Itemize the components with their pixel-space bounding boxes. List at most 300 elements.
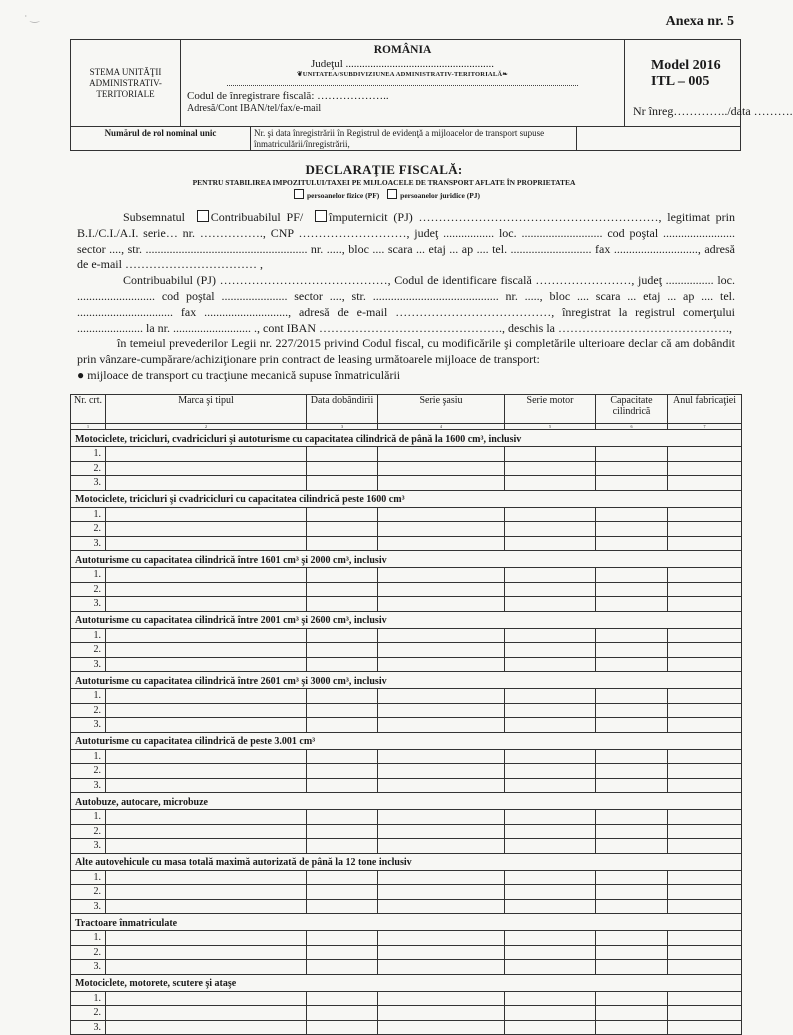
table-cell-input[interactable] [307, 885, 378, 900]
table-cell-input[interactable] [106, 885, 307, 900]
section-title: Motociclete, tricicluri, cvadricicluri şi autoturisme cu capacitatea cilindrică de până la 1600 cm³, inclusiv [71, 430, 742, 447]
table-cell-input[interactable] [106, 447, 307, 462]
table-cell-input[interactable] [505, 824, 596, 839]
table-cell-input[interactable] [596, 749, 668, 764]
ornament-left-icon: ❦ [297, 71, 303, 78]
table-cell-input[interactable] [378, 536, 505, 551]
table-cell-input[interactable] [596, 447, 668, 462]
fiscal-code-field[interactable]: Codul de înregistrare fiscală: ……………….. [187, 90, 389, 102]
section-title: Autoturisme cu capacitatea cilindrică între 1601 cm³ şi 2000 cm³, inclusiv [71, 551, 742, 568]
table-cell-input[interactable] [378, 824, 505, 839]
table-cell-input[interactable] [378, 718, 505, 733]
row-number: 3. [71, 1020, 106, 1035]
table-cell-input[interactable] [106, 824, 307, 839]
table-cell-input[interactable] [505, 764, 596, 779]
table-cell-input[interactable] [106, 657, 307, 672]
row-number: 3. [71, 839, 106, 854]
table-cell-input[interactable] [668, 461, 742, 476]
table-cell-input[interactable] [596, 461, 668, 476]
table-cell-input[interactable] [596, 597, 668, 612]
table-row [71, 582, 742, 597]
table-cell-input[interactable] [505, 689, 596, 704]
row-number: 3. [71, 718, 106, 733]
table-cell-input[interactable] [378, 1006, 505, 1021]
section-title: Autobuze, autocare, microbuze [71, 793, 742, 810]
table-cell-input[interactable] [378, 582, 505, 597]
row-number: 3. [71, 960, 106, 975]
table-row [71, 764, 742, 779]
table-cell-input[interactable] [505, 810, 596, 825]
table-cell-input[interactable] [307, 870, 378, 885]
contact-label: Adresă/Cont IBAN/tel/fax/e-mail [187, 103, 322, 114]
table-cell-input[interactable] [106, 991, 307, 1006]
table-row [71, 476, 742, 491]
header-row2 [71, 126, 740, 151]
column-header: Serie motor [505, 395, 596, 424]
table-cell-input[interactable] [668, 778, 742, 793]
table-cell-input[interactable] [307, 476, 378, 491]
declarant-paragraph: Subsemnatul Contribuabilul PF/ împuternicit (PJ) ……………………………………………………, legitimat prin B.I./C.I./A.I. serie… nr. ……………., CNP ………………………, judeţ ................. loc. ........................... cod poştal ........................ sector ...., str. ...................................................... nr. ....., bloc .... scara ... etaj ... ap .... tel. ........................... fax ............................, adresă de e-mail …………………………… , [77, 210, 736, 272]
table-cell-input[interactable] [596, 810, 668, 825]
ornament-right-icon: ❧ [502, 71, 508, 78]
table-cell-input[interactable] [596, 1020, 668, 1035]
table-cell-input[interactable] [505, 628, 596, 643]
table-row [71, 643, 742, 658]
country-title: ROMÂNIA [373, 44, 432, 56]
column-index: 1 [71, 424, 106, 430]
table-cell-input[interactable] [596, 991, 668, 1006]
table-cell-input[interactable] [596, 507, 668, 522]
vehicle-category-bullet: ● mijloace de transport cu tracţiune mecanică supuse înmatriculării [77, 367, 401, 382]
table-cell-input[interactable] [378, 749, 505, 764]
table-cell-input[interactable] [307, 536, 378, 551]
table-cell-input[interactable] [505, 522, 596, 537]
table-row [71, 597, 742, 612]
row-number: 2. [71, 461, 106, 476]
table-cell-input[interactable] [106, 960, 307, 975]
table-cell-input[interactable] [378, 689, 505, 704]
section-row [71, 793, 742, 810]
column-index: 3 [307, 424, 378, 430]
table-cell-input[interactable] [668, 657, 742, 672]
table-cell-input[interactable] [106, 582, 307, 597]
row-number: 1. [71, 931, 106, 946]
table-cell-input[interactable] [378, 1020, 505, 1035]
table-cell-input[interactable] [668, 810, 742, 825]
table-cell-input[interactable] [106, 628, 307, 643]
column-header: Nr. crt. [71, 395, 106, 424]
table-cell-input[interactable] [668, 749, 742, 764]
table-body [71, 430, 742, 1035]
table-cell-input[interactable] [668, 885, 742, 900]
table-cell-input[interactable] [307, 749, 378, 764]
table-row [71, 824, 742, 839]
registration-number-field[interactable]: Nr înreg…………../data ………. [633, 104, 793, 118]
pf-option-label: persoanelor fizice (PF) [306, 191, 380, 200]
table-cell-input[interactable] [307, 447, 378, 462]
table-cell-input[interactable] [307, 764, 378, 779]
table-cell-input[interactable] [505, 507, 596, 522]
table-cell-input[interactable] [378, 568, 505, 583]
table-row [71, 945, 742, 960]
table-cell-input[interactable] [106, 718, 307, 733]
table-cell-input[interactable] [106, 870, 307, 885]
table-cell-input[interactable] [505, 703, 596, 718]
table-cell-input[interactable] [505, 1006, 596, 1021]
table-cell-input[interactable] [307, 643, 378, 658]
table-cell-input[interactable] [596, 824, 668, 839]
table-row [71, 522, 742, 537]
table-cell-input[interactable] [668, 536, 742, 551]
table-cell-input[interactable] [505, 1020, 596, 1035]
table-row [71, 870, 742, 885]
table-cell-input[interactable] [106, 945, 307, 960]
table-cell-input[interactable] [307, 991, 378, 1006]
table-cell-input[interactable] [505, 778, 596, 793]
table-cell-input[interactable] [378, 461, 505, 476]
table-cell-input[interactable] [668, 824, 742, 839]
table-cell-input[interactable] [596, 689, 668, 704]
table-cell-input[interactable] [106, 476, 307, 491]
model-code: Model 2016 ITL – 005 [651, 58, 721, 89]
pj-checkbox[interactable] [387, 189, 397, 199]
declaration-body [77, 210, 735, 384]
company-paragraph[interactable]: Contribuabilul (PJ) ……………………………………, Codul de identificare fiscală ……………………, judeţ ................ loc. .......................... cod poştal ...................... sector ...., str. .......................................... nr. ....., bloc .... scara ... etaj ... ap .... tel. ................................ fax ............................, adresă de e-mail …………………………………, înregistrat la registrul comerţului ...................... la nr. .......................... ., cont IBAN ………………………………………., deschis la ……………………………………., [77, 273, 735, 335]
registry-label: Nr. şi data înregistrării în Registrul de evidenţă a mijloacelor de transport supuse înmatriculării/înregistrării, [251, 127, 577, 151]
table-cell-input[interactable] [505, 718, 596, 733]
authority-cell [181, 40, 625, 126]
table-cell-input[interactable] [106, 597, 307, 612]
table-cell-input[interactable] [505, 657, 596, 672]
table-cell-input[interactable] [596, 931, 668, 946]
table-cell-input[interactable] [106, 764, 307, 779]
table-cell-input[interactable] [378, 643, 505, 658]
table-cell-input[interactable] [106, 1020, 307, 1035]
table-cell-input[interactable] [505, 447, 596, 462]
table-cell-input[interactable] [307, 839, 378, 854]
table-cell-input[interactable] [596, 568, 668, 583]
row-number: 2. [71, 643, 106, 658]
table-cell-input[interactable] [307, 1020, 378, 1035]
row-number: 3. [71, 778, 106, 793]
row-number: 1. [71, 749, 106, 764]
section-row [71, 853, 742, 870]
table-cell-input[interactable] [668, 1006, 742, 1021]
county-field[interactable]: Judeţul ...................................................... [310, 58, 495, 70]
table-cell-input[interactable] [378, 447, 505, 462]
table-cell-input[interactable] [505, 536, 596, 551]
table-cell-input[interactable] [378, 945, 505, 960]
table-cell-input[interactable] [596, 522, 668, 537]
table-cell-input[interactable] [668, 568, 742, 583]
table-header-row [71, 395, 742, 424]
row-number: 3. [71, 657, 106, 672]
table-cell-input[interactable] [505, 568, 596, 583]
table-cell-input[interactable] [596, 764, 668, 779]
row-number: 1. [71, 810, 106, 825]
imputernicit-checkbox[interactable] [315, 210, 327, 222]
table-cell-input[interactable] [307, 899, 378, 914]
table-row [71, 689, 742, 704]
column-index: 2 [106, 424, 307, 430]
table-cell-input[interactable] [307, 945, 378, 960]
section-row [71, 611, 742, 628]
table-cell-input[interactable] [378, 507, 505, 522]
table-cell-input[interactable] [378, 885, 505, 900]
table-cell-input[interactable] [106, 810, 307, 825]
table-row [71, 931, 742, 946]
table-cell-input[interactable] [596, 839, 668, 854]
table-cell-input[interactable] [106, 931, 307, 946]
table-cell-input[interactable] [668, 507, 742, 522]
table-cell-input[interactable] [378, 476, 505, 491]
section-row [71, 551, 742, 568]
table-cell-input[interactable] [668, 597, 742, 612]
row-number: 1. [71, 870, 106, 885]
table-cell-input[interactable] [307, 597, 378, 612]
row-number: 2. [71, 824, 106, 839]
row-number: 3. [71, 536, 106, 551]
table-cell-input[interactable] [307, 689, 378, 704]
table-cell-input[interactable] [106, 461, 307, 476]
table-cell-input[interactable] [596, 870, 668, 885]
model-cell [625, 40, 793, 126]
table-cell-input[interactable] [668, 718, 742, 733]
contribuabil-pf-checkbox[interactable] [197, 210, 209, 222]
table-cell-input[interactable] [378, 899, 505, 914]
table-row [71, 1020, 742, 1035]
table-cell-input[interactable] [596, 703, 668, 718]
table-cell-input[interactable] [596, 718, 668, 733]
row-number: 1. [71, 991, 106, 1006]
table-cell-input[interactable] [505, 885, 596, 900]
table-cell-input[interactable] [307, 1006, 378, 1021]
table-row [71, 447, 742, 462]
section-row [71, 974, 742, 991]
row-number: 1. [71, 447, 106, 462]
table-cell-input[interactable] [378, 778, 505, 793]
table-cell-input[interactable] [668, 447, 742, 462]
table-cell-input[interactable] [505, 870, 596, 885]
table-cell-input[interactable] [307, 718, 378, 733]
row-number: 3. [71, 899, 106, 914]
section-title: Motociclete, motorete, scutere şi ataşe [71, 974, 742, 991]
table-cell-input[interactable] [505, 597, 596, 612]
table-cell-input[interactable] [596, 778, 668, 793]
table-cell-input[interactable] [106, 536, 307, 551]
column-index: 4 [378, 424, 505, 430]
table-cell-input[interactable] [668, 870, 742, 885]
table-cell-input[interactable] [668, 931, 742, 946]
table-row [71, 991, 742, 1006]
table-row [71, 703, 742, 718]
table-cell-input[interactable] [307, 461, 378, 476]
pf-checkbox[interactable] [294, 189, 304, 199]
table-cell-input[interactable] [378, 657, 505, 672]
table-cell-input[interactable] [596, 536, 668, 551]
table-cell-input[interactable] [505, 476, 596, 491]
section-row [71, 914, 742, 931]
table-cell-input[interactable] [307, 657, 378, 672]
table-cell-input[interactable] [307, 703, 378, 718]
table-row [71, 810, 742, 825]
vehicles-table [70, 394, 742, 1035]
section-row [71, 430, 742, 447]
row-number: 2. [71, 1006, 106, 1021]
table-cell-input[interactable] [106, 839, 307, 854]
table-cell-input[interactable] [106, 899, 307, 914]
table-cell-input[interactable] [307, 628, 378, 643]
section-row [71, 732, 742, 749]
table-cell-input[interactable] [106, 522, 307, 537]
table-cell-input[interactable] [307, 824, 378, 839]
table-cell-input[interactable] [106, 749, 307, 764]
table-cell-input[interactable] [106, 689, 307, 704]
table-cell-input[interactable] [668, 899, 742, 914]
declaration-subtitle: PENTRU STABILIREA IMPOZITULUI/TAXEI PE MIJLOACELE DE TRANSPORT AFLATE ÎN PROPRIETATEA [192, 178, 576, 187]
table-cell-input[interactable] [505, 931, 596, 946]
table-cell-input[interactable] [505, 945, 596, 960]
legal-basis-paragraph: în temeiul prevederilor Legii nr. 227/2015 privind Codul fiscal, cu modificările şi completările ulterioare declar că am dobândit prin vânzare-cumpărare/achiziţionare prin contract de leasing următoarele mijloace de transport: [77, 336, 735, 367]
table-cell-input[interactable] [378, 960, 505, 975]
table-row [71, 885, 742, 900]
table-cell-input[interactable] [106, 778, 307, 793]
table-cell-input[interactable] [307, 931, 378, 946]
declarant-details-field[interactable]: împuternicit (PJ) ……………………………………………………, legitimat prin B.I./C.I./A.I. serie… nr. ……………., CNP ………………………, judeţ ................. loc. ........................... cod poştal ........................ sector ...., str. ...................................................... nr. ....., bloc .... scara ... etaj ... ap .... tel. ........................... fax ............................, adresă de e-mail …………………………… , [77, 210, 736, 272]
table-cell-input[interactable] [505, 839, 596, 854]
table-cell-input[interactable] [378, 931, 505, 946]
row-number: 1. [71, 628, 106, 643]
pj-option-label: persoanelor juridice (PJ) [400, 191, 481, 200]
declaration-title: DECLARAŢIE FISCALĂ: [305, 162, 463, 177]
table-cell-input[interactable] [596, 885, 668, 900]
table-cell-input[interactable] [505, 749, 596, 764]
section-title: Autoturisme cu capacitatea cilindrică de peste 3.001 cm³ [71, 732, 742, 749]
table-cell-input[interactable] [378, 870, 505, 885]
table-row [71, 657, 742, 672]
table-cell-input[interactable] [307, 568, 378, 583]
table-cell-input[interactable] [596, 582, 668, 597]
table-cell-input[interactable] [378, 764, 505, 779]
row-number: 2. [71, 885, 106, 900]
table-cell-input[interactable] [668, 945, 742, 960]
table-cell-input[interactable] [596, 628, 668, 643]
table-cell-input[interactable] [106, 703, 307, 718]
row-number: 2. [71, 945, 106, 960]
row-number: 3. [71, 476, 106, 491]
table-cell-input[interactable] [378, 839, 505, 854]
table-cell-input[interactable] [668, 1020, 742, 1035]
row-number: 2. [71, 522, 106, 537]
table-cell-input[interactable] [106, 1006, 307, 1021]
table-row [71, 507, 742, 522]
uat-label: ❦UNITATEA/SUBDIVIZIUNEA ADMINISTRATIV-TERITORIALĂ❧ [297, 71, 508, 78]
section-title: Motociclete, tricicluri şi cvadricicluri cu capacitatea cilindrică peste 1600 cm³ [71, 490, 742, 507]
header-box [70, 39, 793, 151]
table-cell-input[interactable] [668, 522, 742, 537]
section-title: Autoturisme cu capacitatea cilindrică între 2601 cm³ şi 3000 cm³, inclusiv [71, 672, 742, 689]
table-cell-input[interactable] [307, 960, 378, 975]
table-cell-input[interactable] [505, 582, 596, 597]
table-cell-input[interactable] [378, 597, 505, 612]
section-row [71, 490, 742, 507]
table-cell-input[interactable] [668, 628, 742, 643]
table-cell-input[interactable] [505, 461, 596, 476]
table-cell-input[interactable] [668, 839, 742, 854]
table-cell-input[interactable] [378, 628, 505, 643]
table-cell-input[interactable] [378, 522, 505, 537]
section-row [71, 672, 742, 689]
table-cell-input[interactable] [668, 582, 742, 597]
table-cell-input[interactable] [378, 991, 505, 1006]
coat-of-arms-cell: STEMA UNITĂŢII ADMINISTRATIV-TERITORIALE [71, 40, 181, 126]
table-cell-input[interactable] [668, 689, 742, 704]
contribuabil-pf-label: Contribuabilul PF/ [210, 210, 304, 224]
table-cell-input[interactable] [505, 899, 596, 914]
table-row [71, 568, 742, 583]
table-cell-input[interactable] [596, 960, 668, 975]
table-row [71, 536, 742, 551]
row-number: 2. [71, 703, 106, 718]
table-cell-input[interactable] [668, 476, 742, 491]
row-number: 2. [71, 582, 106, 597]
table-row [71, 749, 742, 764]
table-cell-input[interactable] [106, 568, 307, 583]
table-row [71, 839, 742, 854]
corner-scan-mark: ‧ ‿ [24, 11, 40, 23]
annex-number: Anexa nr. 5 [665, 14, 734, 29]
column-index: 5 [505, 424, 596, 430]
row-number: 3. [71, 597, 106, 612]
table-cell-input[interactable] [307, 810, 378, 825]
table-cell-input[interactable] [106, 507, 307, 522]
table-cell-input[interactable] [596, 643, 668, 658]
row-number: 1. [71, 507, 106, 522]
table-row [71, 778, 742, 793]
table-cell-input[interactable] [668, 643, 742, 658]
table-cell-input[interactable] [505, 991, 596, 1006]
table-cell-input[interactable] [505, 960, 596, 975]
table-cell-input[interactable] [668, 991, 742, 1006]
table-cell-input[interactable] [307, 522, 378, 537]
table-cell-input[interactable] [668, 960, 742, 975]
table-cell-input[interactable] [668, 703, 742, 718]
table-cell-input[interactable] [596, 945, 668, 960]
table-cell-input[interactable] [505, 643, 596, 658]
column-index: 7 [668, 424, 742, 430]
table-row [71, 1006, 742, 1021]
column-index: 6 [596, 424, 668, 430]
table-cell-input[interactable] [307, 507, 378, 522]
table-cell-input[interactable] [596, 1006, 668, 1021]
table-cell-input[interactable] [307, 778, 378, 793]
table-cell-input[interactable] [378, 810, 505, 825]
section-title: Autoturisme cu capacitatea cilindrică între 2001 cm³ şi 2600 cm³, inclusiv [71, 611, 742, 628]
role-number-label: Numărul de rol nominal unic [71, 127, 251, 151]
table-cell-input[interactable] [596, 476, 668, 491]
table-cell-input[interactable] [668, 764, 742, 779]
table-cell-input[interactable] [307, 582, 378, 597]
table-cell-input[interactable] [378, 703, 505, 718]
column-header: Capacitate cilindrică [596, 395, 668, 424]
table-cell-input[interactable] [596, 657, 668, 672]
column-header: Marca şi tipul [106, 395, 307, 424]
table-row [71, 899, 742, 914]
uat-field[interactable] [227, 84, 578, 86]
table-cell-input[interactable] [596, 899, 668, 914]
row-number: 2. [71, 764, 106, 779]
table-cell-input[interactable] [106, 643, 307, 658]
